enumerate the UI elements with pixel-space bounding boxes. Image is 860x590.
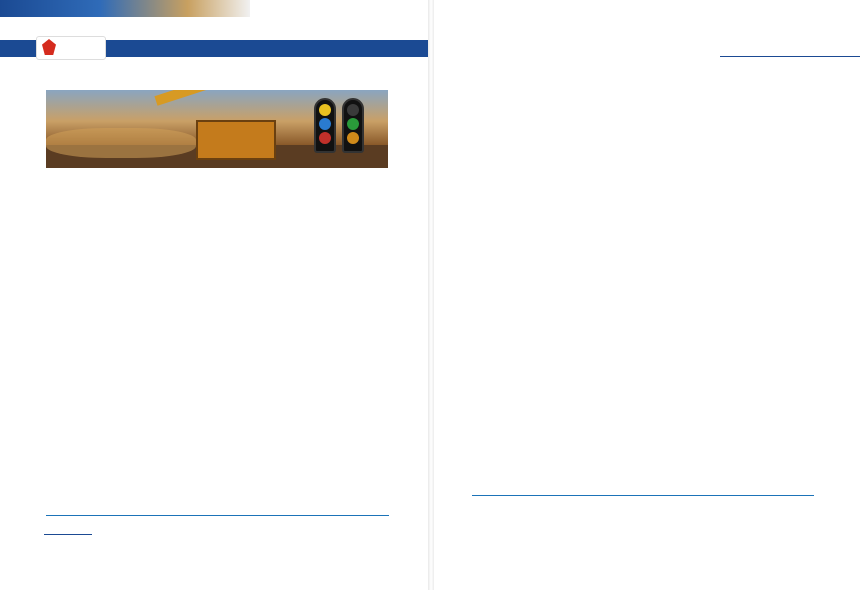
cable-section-icon	[342, 98, 364, 153]
cable-section-icon	[314, 98, 336, 153]
header-band-right	[0, 0, 250, 17]
page-gutter	[428, 0, 434, 590]
hero-mining-image	[46, 90, 388, 168]
table-end-rule	[472, 495, 814, 496]
header-rule-right	[720, 56, 860, 57]
table-end-rule	[46, 515, 389, 516]
footer-rule	[44, 534, 92, 535]
